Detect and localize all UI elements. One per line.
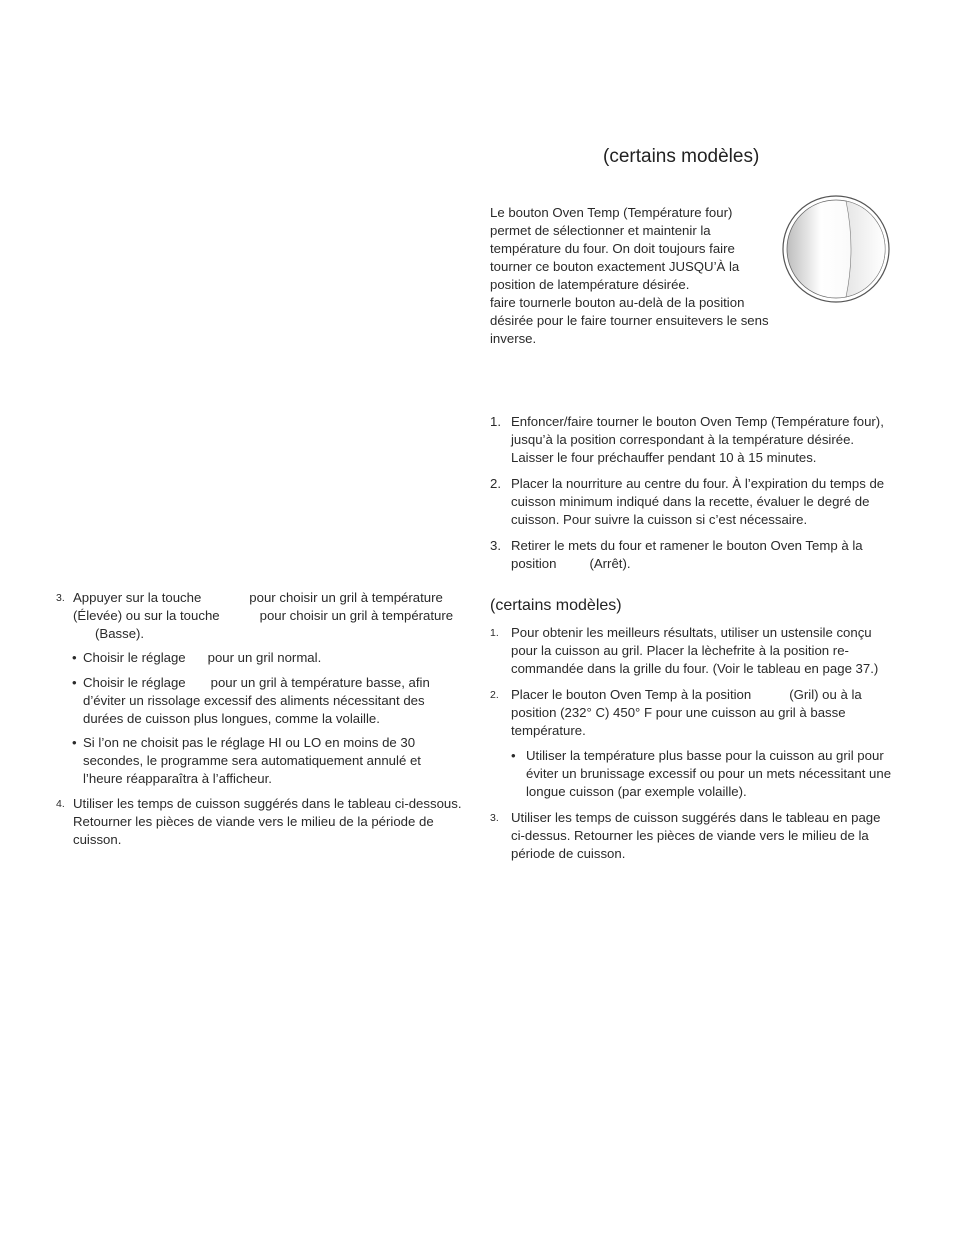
broil-step-1 [490, 624, 900, 678]
step-line: commandée dans la grille du four. (Voir le tableau en page 37.) [511, 661, 879, 676]
bullet-line [83, 649, 472, 667]
bullet-line: l’heure réapparaîtra à l’afficheur. [83, 771, 272, 786]
oven-temp-knob-icon [780, 193, 892, 305]
intro-line: Le bouton Oven Temp (Température four) [490, 205, 733, 220]
step-line: Utiliser les temps de cuisson suggérés dans le tableau ci-dessous. [73, 796, 462, 811]
step-line: Laisser le four préchauffer pendant 10 à 15 minutes. [511, 450, 817, 465]
left-step-4 [56, 795, 476, 849]
bullet-line: éviter un brunissage excessif ou pour un mets nécessitant une [526, 766, 892, 781]
bullet-icon: • [72, 735, 77, 750]
bullet-text: pour un gril normal. [207, 650, 322, 665]
step-line: cuisson. Pour suivre la cuisson si c’est nécessaire. [511, 512, 808, 527]
step-line: cuisson minimum indiqué dans la recette, évaluer le degré de [511, 494, 870, 509]
step-line: période de cuisson. [511, 846, 626, 861]
step-number: 2. [490, 476, 501, 491]
step-line: Retourner les pièces de viande vers le milieu de la période de [73, 814, 434, 829]
step-line: ci-dessus. Retourner les pièces de viande vers le milieu de la [511, 828, 869, 843]
intro-line: position de latempérature désirée. [490, 277, 690, 292]
step-text: (Arrêt). [589, 556, 631, 571]
left-bullet-1 [72, 649, 472, 667]
bullet-icon: • [511, 748, 516, 763]
step-text: Placer le bouton Oven Temp à la position [511, 687, 752, 702]
step-line [73, 589, 466, 607]
step-line: position (232° C) 450° F pour une cuisson au gril à basse [511, 705, 846, 720]
step-line: (Basse). [95, 626, 145, 641]
step-line: Enfoncer/faire tourner le bouton Oven Temp (Température four), [511, 414, 884, 429]
step-line: Pour obtenir les meilleurs résultats, utiliser un ustensile conçu [511, 625, 872, 640]
left-bullet-3 [72, 734, 472, 788]
broil-subheading: (certains modèles) [490, 597, 622, 614]
step-line [73, 607, 466, 625]
step-line: pour la cuisson au gril. Placer la lèchefrite à la position re- [511, 643, 849, 658]
bullet-line: Utiliser la température plus basse pour la cuisson au gril pour [526, 748, 884, 763]
step-text: pour choisir un gril à température [249, 590, 443, 605]
intro-line: tourner ce bouton exactement JUSQU’À la [490, 259, 740, 274]
step-text: position [511, 556, 557, 571]
step-text: Appuyer sur la touche [73, 590, 202, 605]
step-text: pour choisir un gril à température [259, 608, 454, 623]
intro-line: température du four. On doit toujours faire [490, 241, 735, 256]
bullet-text: pour un gril à température basse, afin [210, 675, 430, 690]
bullet-line: durées de cuisson plus longues, comme la volaille. [83, 711, 380, 726]
step-line: température. [511, 723, 586, 738]
step-line: Placer la nourriture au centre du four. À l’expiration du temps de [511, 476, 885, 491]
bullet-icon: • [72, 650, 77, 665]
intro-line: inverse. [490, 331, 537, 346]
left-bullet-2 [72, 674, 472, 728]
intro-line: désirée pour le faire tourner ensuitevers le sens [490, 313, 769, 328]
bake-step-3 [490, 537, 900, 573]
intro-line: permet de sélectionner et maintenir la [490, 223, 711, 238]
intro-line: faire tournerle bouton au-delà de la position [490, 295, 745, 310]
bullet-line: longue cuisson (par exemple volaille). [526, 784, 747, 799]
step-line: Retirer le mets du four et ramener le bouton Oven Temp à la [511, 538, 863, 553]
step-number: 1. [490, 627, 499, 639]
broil-step-3 [490, 809, 900, 863]
bullet-line: d’éviter un rissolage excessif des aliments nécessitant des [83, 693, 425, 708]
bullet-text: Choisir le réglage [83, 650, 186, 665]
step-line: cuisson. [73, 832, 122, 847]
bullet-line: secondes, le programme sera automatiquement annulé et [83, 753, 421, 768]
step-number: 3. [490, 538, 501, 553]
bullet-line: Si l’on ne choisit pas le réglage HI ou LO en moins de 30 [83, 735, 416, 750]
step-line [511, 686, 900, 704]
bullet-line [83, 674, 472, 692]
step-line: Utiliser les temps de cuisson suggérés dans le tableau en page [511, 810, 881, 825]
step-number: 1. [490, 414, 501, 429]
bake-step-1 [490, 413, 900, 467]
left-step-3 [56, 589, 466, 643]
step-number: 4. [56, 798, 65, 810]
step-text: (Gril) ou à la [789, 687, 862, 702]
bullet-text: Choisir le réglage [83, 675, 186, 690]
step-text: (Élevée) ou sur la touche [73, 608, 220, 623]
section-heading: (certains modèles) [603, 146, 760, 167]
broil-step-2-bullet [511, 747, 911, 801]
bake-step-2 [490, 475, 900, 529]
oven-temp-intro [490, 204, 780, 348]
step-number: 3. [56, 592, 65, 604]
step-number: 3. [490, 812, 499, 824]
step-line [511, 555, 900, 573]
step-line: jusqu’à la position correspondant à la température désirée. [511, 432, 855, 447]
bullet-icon: • [72, 675, 77, 690]
broil-step-2 [490, 686, 900, 740]
step-number: 2. [490, 689, 499, 701]
